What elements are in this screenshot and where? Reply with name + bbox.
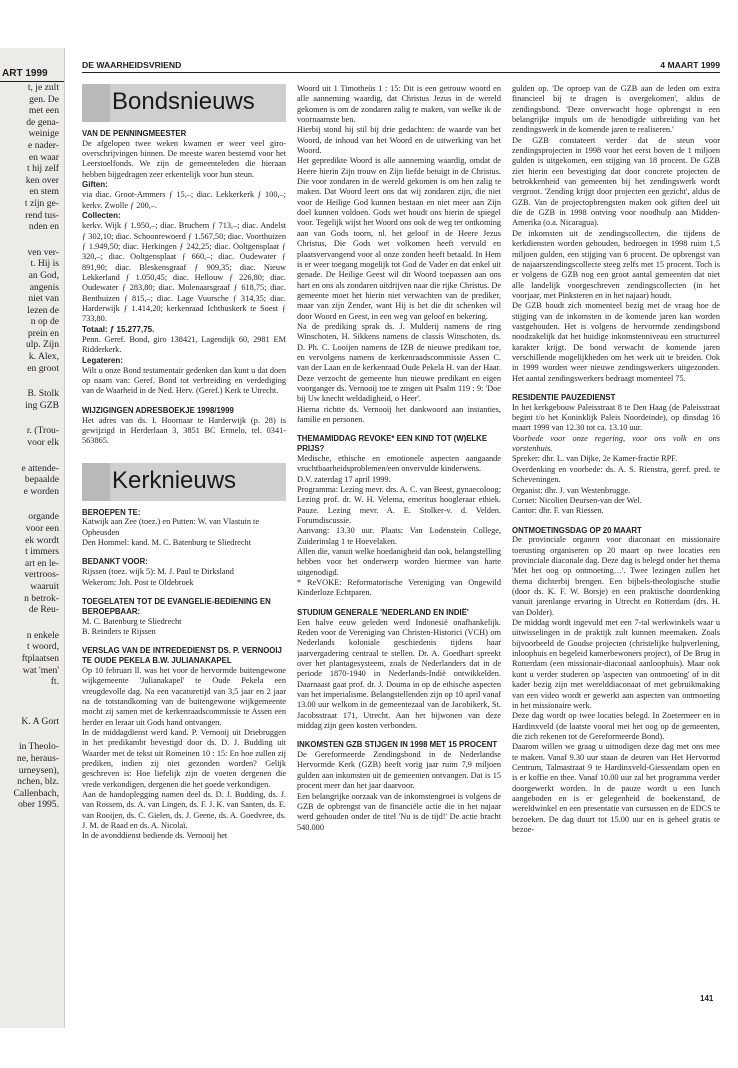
previous-page-line: t. Hij is <box>30 258 59 270</box>
previous-page-line: voor een <box>25 523 59 534</box>
article-text: In de middagdienst werd kand. P. Vernooij uit Driebruggen in het predikambt bevestigd door ds. D. J. Budding uit Waarder met de tekst uit Romeinen 10 : 15: En hoe zullen zij prediken, indien zij niet gezonden worden? Gelijk geschreven is: Hoe liefelijk zijn de voeten dergenen die vrede verkondigen, dergenen die het goede verkondigen. <box>82 727 286 789</box>
previous-page-references <box>0 741 64 811</box>
article-text: Wilt u onze Bond testamentair gedenken dan kunt u dat doen op naam van: Geref. Bond tot verbreiding en verdediging van de Waarheid in de Ned. Herv. (Geref.) Kerk te Utrecht. <box>82 365 286 396</box>
previous-page-line: weinige <box>28 128 59 140</box>
previous-page-line: ulp. Zijn <box>25 339 59 351</box>
previous-page-line: vertroos- <box>24 569 59 581</box>
subheading: Legateren: <box>82 355 123 365</box>
previous-page-line: ne, heraus- <box>16 752 59 764</box>
article-heading: VAN DE PENNINGMEESTER <box>82 129 187 138</box>
article-text: Na de prediking sprak ds. J. Mulderij namens de ring Winschoten, H. Sikkens namens de classis Winschoten, ds. D. Ph. C. Looijen namens de IZB de nieuwe predikant toe, en vervolgens namens de kerkenraadscommissie Assen C. van der Laan en de kerkenraad Oude Pekela H. van der Haar. Deze verzocht de gemeente hun nieuwe predikant en eigen voorganger ds. Vernooij toe te zingen uit Psalm 119 : 9: 'Doe bij Uw knecht weldadigheid, o Heer'. <box>297 321 501 404</box>
publication-date: 4 MAART 1999 <box>660 60 720 70</box>
previous-page-line: nden en <box>28 221 59 233</box>
previous-page-line: rend tus- <box>25 209 59 221</box>
article-text: kerkv. Wijk ƒ 1.950,–; diac. Bruchem ƒ 713,–; diac. Andelst ƒ 302,10; diac. Schoonrewoerd ƒ 1.567,50; diac. Voorthuizen ƒ 1.949,50; diac. Herkingen ƒ 242,25; diac. Ooltgensplaat ƒ 320,–; diac. Ooltgensplaat ƒ 660,–; diac. Oudewater ƒ 891,90; diac. Bleskensgraaf ƒ 909,35; diac. Nieuw Lekkerland ƒ 1.050,45; diac. Hellouw ƒ 226,80; diac. Oudewater ƒ 283,80; diac. Molenaarsgraaf ƒ 618,75; diac. Benthuizen ƒ 815,–; diac. Lage Vuursche ƒ 314,35; diac. Harderwijk ƒ 1.414,20; kerkenraad Ichthuskerk te Soest ƒ 733,80. <box>82 221 286 324</box>
previous-page-line: de Reu- <box>28 604 59 616</box>
article-text: Een halve eeuw geleden werd Indonesië onafhankelijk. Reden voor de Vereniging van Christen-Historici (VCH) om Nederlands koloniale geschiedenis tijdens haar jaarvergadering centraal te stellen. Dr. A. Goedhart spreekt over het plantagesysteem, zoals de Nederlanders dat in de periode 1870-1940 in Nederlands-Indië ontwikkelden. Daarnaast gaat prof. dr. J. Douma in op de ethische aspecten van het imperialisme. Belangstellenden zijn op 10 april vanaf 13.00 uur welkom in de gemeentezaal van de Jacobikerk, St. Jacobsstraat 171, Utrecht. Aan het bijwonen van deze middag zijn geen kosten verbonden. <box>297 617 501 730</box>
previous-page-author: K. A Gort <box>21 715 59 727</box>
previous-page-line: waaruit <box>30 580 59 592</box>
previous-page-line: e nader- <box>28 139 59 151</box>
previous-page-line: de gena- <box>26 116 59 128</box>
previous-page-line: t hij zelf <box>27 163 59 175</box>
previous-page-line: ft. <box>50 676 59 688</box>
previous-page-line: ken over <box>25 174 59 186</box>
previous-page-signature <box>0 388 64 411</box>
previous-page-line: t, je zult <box>27 82 59 93</box>
article-text: De Gereformeerde Zendingsbond in de Nederlandse Hervormde Kerk (GZB) heeft vorig jaar ruim 7,9 miljoen gulden aan inkomsten uit de gemeenten ontvangen. Dat is 15 procent meer dan het jaar daarvoor. <box>297 750 501 791</box>
article-text: Aan de handoplegging namen deel ds. D. J. Budding, ds. J. van Rossem, ds. A. van Lingen, ds. F. J. K. van Santen, ds. E. van Rooijen, ds. C. Gielen, ds. J. Geene, ds. A. Goedvree, ds. J. M. de Raad en ds. A. Nicolaï. <box>82 789 286 830</box>
previous-page-line: niet van <box>28 293 59 305</box>
banner-shade <box>82 84 110 122</box>
previous-page-line: angenis <box>29 281 59 293</box>
section-banner-kerknieuws <box>82 463 286 501</box>
article-text: De middag wordt ingevuld met een 7-tal werkwinkels waar u uitwisselingen in de praktijk zult kunnen meemaken. Zoals bijvoorbeeld de Goudse projecten (christelijke hulpverlening, inloophuis en begeleid kamerbewoners project), of De Brug in Rotterdam (een missionair-diaconaal aanloophuis). Maar ook kunt u verder studeren op 'aspecten van ontmoeting' of in dit kader bezig zijn met werelddiaconaat of met gebruikmaking van een video wordt er gewerkt aan aspecten van ontmoeting in het missionaire werk. <box>512 618 720 710</box>
article-text: Wekerom: Joh. Post te Oldebroek <box>82 577 194 587</box>
previous-page-line: ftplaatsen <box>21 652 59 664</box>
publication-title: DE WAARHEIDSVRIEND <box>82 60 182 70</box>
article-text: Het gepredikte Woord is alle aanneming waardig, omdat de Heere hierin Zijn trouw en Zijn liefde betuigt in de Christus. Die voor zondaren in de wereld gekomen is om hen zalig te maken. Dat Woord leert ons dat wij zondaren zijn, die niet voor de Heilige God kunnen bestaan en niet meer aan Zijn doel kunnen voldoen. Gods wet houdt ons hierin de spiegel voor. Tegelijk wijst het Woord ons ook de weg ter ontkoming aan van Gods toorn, nl. het geloof in de Heere Jezus Christus, Die Gods wet volkomen heeft vervuld en plaatsvervangend voor al onze zonden heeft betaald. In Hem is er weer toegang mogelijk tot God de Vader en dat enkel uit genade. De Heilige Geest wil dit Woord toepassen aan ons hart en ons als zondaren uitdrijven naar die rijke Christus. De gemeente moet het hierin niet verwachten van de prediker, maar van zijn Zender, want Hij is het die dit schenken wil door Woord en Geest, in een weg van geloof en bekering. <box>297 156 501 321</box>
article-text: Den Hommel: kand. M. C. Batenburg te Sliedrecht <box>82 538 251 548</box>
section-title: Bondsnieuws <box>112 88 255 115</box>
article-heading: RESIDENTIE PAUZEDIENST <box>512 392 616 402</box>
previous-page-line: urneysen), <box>18 764 59 776</box>
article-text: Woord uit 1 Timotheüs 1 : 15: Dit is een getrouw woord en alle aanneming waardig, dat Christus Jezus in de wereld gekomen is om de zondaren zalig te maken, van welke ik de voornaamste ben. <box>297 84 501 125</box>
previous-page-line: k. Alex, <box>28 351 59 363</box>
previous-page-line: ing GZB <box>25 399 59 411</box>
article-heading: THEMAMIDDAG REVOKE* EEN KIND TOT (W)ELKE PRIJS? <box>297 434 488 454</box>
previous-page-block <box>0 463 64 498</box>
article-text: Rijssen (toez. wijk 5): M. J. Paul te Dirksland <box>82 567 234 577</box>
previous-page-line: t immers <box>25 546 59 558</box>
previous-page-line: met een <box>28 105 59 117</box>
article-text: De GZB houdt zich momenteel bezig met de vraag hoe de stijging van de inkomsten in de komende jaren kan worden vastgehouden. Het is volgens de hervormde zendingsbond noodzakelijk dat het huidige inkomstenniveau een structureel karakter krijgt. De bond verwacht de komende jaren verschillende mogelijkheden om het werk uit te breiden. Ook in 1999 worden weer nieuwe zendingswerkers uitgezonden. Het aantal zendingswerkers bedraagt momenteel 75. <box>512 301 720 383</box>
previous-page-block <box>0 630 64 688</box>
previous-page-line: n betrok- <box>24 592 59 604</box>
article-text: gulden op. 'De oproep van de GZB aan de leden om extra financieel bij te dragen is overgekomen', aldus de zendingsbond. 'Deze onverwacht hoge opbrengst is een belangrijke impuls om de benodigde uitbreiding van het zendingswerk in de komende jaren te realiseren.' <box>512 84 720 135</box>
total-amount: Totaal: ƒ 15.277,75. <box>82 324 155 334</box>
article-text: Op 10 februari ll. was het voor de hervormde buitengewone wijkgemeente 'Julianakapel' te Oude Pekela een vreugdevolle dag. Na een vacaturetijd van 3,5 jaar en 2 jaar na de totstandkoming van de buitengewone wijkgemeente mocht zij samen met de kerkenraadscommissie te Assen een herder en leraar uit Gods hand ontvangen. <box>82 665 286 727</box>
previous-page-line: en stem <box>29 186 59 198</box>
article-text: D.V. zaterdag 17 april 1999. <box>297 474 391 484</box>
previous-page-line: an God, <box>28 269 59 281</box>
previous-page-block <box>0 82 64 233</box>
article-heading: WIJZIGINGEN ADRESBOEKJE 1998/1999 <box>82 405 234 415</box>
previous-page-line: n op de <box>30 316 59 328</box>
article-text: De afgelopen twee weken kwamen er weer veel giro-overschrijvingen binnen. De meeste waren bestemd voor het Leerstoelfonds. We zijn de gemeenteleden die hieraan hebben bijgedragen zeer erkentelijk voor hun steun. <box>82 138 286 179</box>
article-text: In het kerkgebouw Paleisstraat 8 te Den Haag (de Paleisstraat begint t/o het Koninklijk Paleis Noordeinde), op dinsdag 16 maart 1999 van 12.30 tot ca. 13.10 uur. <box>512 402 720 433</box>
previous-page-line: lezen de <box>27 304 59 316</box>
article-text: via diac. Groot-Ammers ƒ 15,–; diac. Lekkerkerk ƒ 100,–; kerkv. Zwolle ƒ 200,–. <box>82 190 286 210</box>
section-banner-bondsnieuws <box>82 84 286 122</box>
previous-page-line: B. Stolk <box>27 388 59 400</box>
previous-page-line: in Theolo- <box>18 741 59 753</box>
article-heading: STUDIUM GENERALE 'NEDERLAND EN INDIË' <box>297 607 469 617</box>
column-1 <box>82 84 286 1014</box>
previous-page-line: en waar <box>28 151 59 163</box>
article-text: In de avonddienst bediende ds. Vernooij het <box>82 831 228 841</box>
article-heading: INKOMSTEN GZB STIJGEN IN 1998 MET 15 PROCENT <box>297 740 498 750</box>
article-text: Cornet: Nicolien Deursen-van der Wel. <box>512 495 642 505</box>
previous-page-line: art en le- <box>24 557 59 569</box>
article-text: Cantor: dhr. F. van Riessen. <box>512 506 604 516</box>
article-text: Allen die, vanuit welke hoedanigheid dan ook, belangstelling hebben voor het onderwerp worden hiermee van harte uitgenodigd. <box>297 547 501 577</box>
article-heading: TOEGELATEN TOT DE EVANGELIE-BEDIENING EN BEROEPBAAR: <box>82 596 271 616</box>
article-text: Het adres van ds. I. Hoornaar te Harderwijk (p. 28) is gewijzigd in Herderlaan 3, 3851 BC Ermelo, tel. 0341-563865. <box>82 415 286 446</box>
article-heading: VERSLAG VAN DE INTREDEDIENST DS. P. VERNOOIJ TE OUDE PEKELA B.W. JULIANAKAPEL <box>82 646 282 666</box>
previous-page-line: bepaalde <box>24 474 59 486</box>
article-text: Daarom willen we graag u uitnodigen deze dag met ons mee te maken. Vanaf 9.30 uur staan de deuren van Het Hervormd Centrum, Talmastraat 9 te Hardinxveld-Giessendam open en is er koffie en thee. Vanaf 10.00 uur zal het programma verder doorgewerkt worden. In de pauze wordt u een lunch aangeboden en is er gelegenheid de boekenstand, de wereldwinkel en een presentatie van cursussen en de EDCS te bezoeken. De dag duurt tot 15.00 uur en is geheel gratis te bezoe- <box>512 742 720 834</box>
previous-page-block <box>0 511 64 615</box>
previous-page-line: t woord, <box>27 641 59 653</box>
previous-page-block <box>0 425 64 448</box>
page-header <box>82 58 720 73</box>
previous-page-line: nchen, blz. <box>17 776 59 788</box>
article-text: Hierna richtte ds. Vernooij het dankwoord aan instanties, familie en personen. <box>297 404 501 424</box>
article-text: Penn. Geref. Bond, giro 138421, Lagendijk 60, 2981 EM Ridderkerk. <box>82 334 286 355</box>
article-text: Hierbij stond hij stil bij drie gedachten: de waarde van het Woord, de inhoud van het Woord en de uitwerking van het Woord. <box>297 125 501 156</box>
article-text: De provinciale organen voor diaconaat en missionaire toerusting organiseren op 20 maart op twee locaties een provinciale diaconale dag. Deze dag is belegd onder het thema 'Met het oog op ontmoeting…'. Twee lezingen zullen het thema dichterbij brengen. Een bijbels-theologische studie (door ds. K. F. W. Borsje) en een praktische doordenking vanuit jarenlange ervaring in Utrecht en Rotterdam (drs. H. van Dolder). <box>512 535 720 617</box>
previous-page-header: ART 1999 <box>0 66 64 82</box>
previous-page-line: r. (Trou- <box>26 425 59 437</box>
article-text: Deze dag wordt op twee locaties belegd. In Zoetermeer en in Hardinxveld (de laatste vooral met het oog op de gemeenten, die zich rekenen tot de Gereformeerde Bond). <box>512 711 720 741</box>
subheading: Giften: <box>82 180 108 190</box>
article-text: De inkomsten uit de zendingscollecten, die tijdens de kerkdiensten worden gehouden, bedroegen in 1998 ruim 1,5 miljoen gulden, een stijging van 6 procent. De opbrengst van de najaarszendingscollecte steeg zelfs met 15 procent. Toch is er volgens de GZB nog een groot aantal gemeenten dat niet alle landelijk voorgeschreven zendingscollecten (in het voorjaar, met Pinksteren en in het najaar) houdt. <box>512 228 720 300</box>
article-text: Medische, ethische en emotionele aspecten aangaande vruchtbaarheidsproblemen/een onvervulde kinderwens. <box>297 453 501 474</box>
previous-page-line: en groot <box>27 362 59 374</box>
previous-page-line: wat 'men' <box>22 664 59 676</box>
article-text: Katwijk aan Zee (toez.) en Putten: W. van Vlastuin te Opheusden <box>82 517 260 537</box>
previous-page-line: prein en <box>27 327 59 339</box>
article-text: Spreker: dhr. L. van Dijke, 2e Kamer-fractie RPF. <box>512 454 678 464</box>
article-text: B. Reinders te Rijssen <box>82 626 156 636</box>
previous-page-edge <box>0 48 65 1028</box>
article-text: M. C. Batenburg te Sliedrecht <box>82 616 182 626</box>
subheading: Collecten: <box>82 211 121 221</box>
article-text: Overdenking en voorbede: ds. A. S. Rienstra, geref. pred. te Scheveningen. <box>512 464 720 485</box>
previous-page-line: ek wordt <box>25 534 59 546</box>
previous-page-line: ober 1995. <box>17 799 59 811</box>
article-text: Voorbede voor onze regering, voor ons volk en ons vorstenhuis. <box>512 433 720 454</box>
column-3 <box>512 84 720 1014</box>
previous-page-line: n enkele <box>26 629 59 641</box>
article-heading: BEDANKT VOOR: <box>82 557 148 567</box>
previous-page-block <box>0 247 64 375</box>
previous-page-line: organde <box>28 511 59 523</box>
article-heading: BEROEPEN TE: <box>82 507 141 517</box>
section-title: Kerknieuws <box>112 466 237 494</box>
previous-page-line: t zijn ge- <box>24 197 59 209</box>
previous-page-line: gen. De <box>29 93 59 105</box>
article-text: Organist: dhr. J. van Westenbrugge. <box>512 485 631 495</box>
page-number: 141 <box>700 994 714 1003</box>
previous-page-line: e worden <box>23 485 59 497</box>
column-2 <box>297 84 501 1014</box>
article-text: Aanvang: 13.30 uur. Plaats: Van Lodenstein College, Zuiderinslag 1 te Hoevelaken. <box>297 526 501 546</box>
article-text: Een belangrijke oorzaak van de inkomstengroei is volgens de GZB de opbrengst van de financiële actie die in het najaar werd gehouden onder de titel 'Nu is de tijd!' De actie bracht 540.000 <box>297 791 501 832</box>
previous-page-line: ven ver- <box>27 246 59 258</box>
article-text: Programma: Lezing mevr. drs. A. C. van Beest, gynaecoloog; Lezing prof. dr. W. H. Velema, emeritus hoogleraar ethiek. Pauze. Lezing mevr. A. E. Stolker-v. d. Velden. Forumdiscussie. <box>297 484 501 525</box>
previous-page-line: e attende- <box>21 462 59 474</box>
banner-shade <box>82 463 110 501</box>
previous-page-line: voor elk <box>27 437 59 449</box>
article-text: * ReVOKE: Reformatorische Vereniging van Ongewild Kinderloze Echtparen. <box>297 578 501 598</box>
previous-page-line: Callenbach, <box>13 787 59 799</box>
article-text: De GZB constateert verder dat de steun voor zendingsprojecten in 1998 voor het eerst boven de 1 miljoen gulden is uitgekomen, een stijging van 18 procent. De GZB ziet hierin een bevestiging dat door concrete projecten de betrokkenheid van gemeenten bij het zendingswerk wordt vergroot. 'Zending krijgt door projecten een gezicht', aldus de GZB. Van de projectopbrengsten maken ook giften deel uit die de GZB in 1998 ontving voor noodhulp aan Midden-Amerika (o.a. Nicaragua). <box>512 135 720 228</box>
article-heading: ONTMOETINGSDAG OP 20 MAART <box>512 525 642 535</box>
